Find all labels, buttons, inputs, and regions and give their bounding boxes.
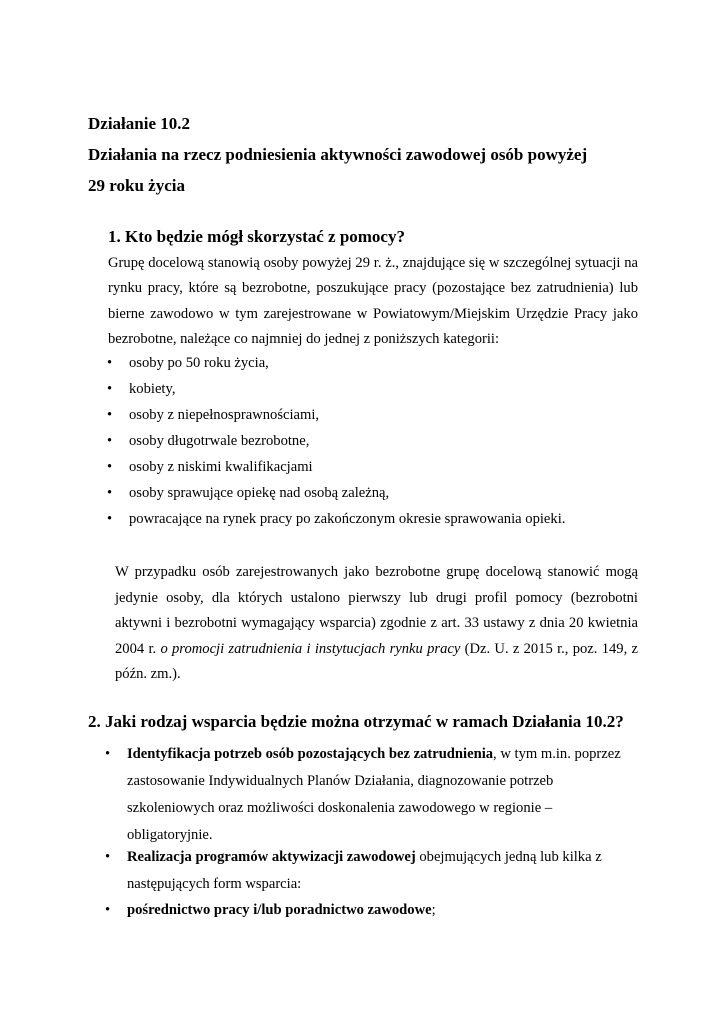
list-item-body [127, 741, 627, 849]
list-item-text: osoby sprawujące opiekę nad osobą zależną, [129, 485, 390, 501]
act-citation: (Dz. U. z 2015 r., poz. 149, z [460, 640, 638, 657]
bullet-icon: • [105, 746, 111, 762]
list-item-text: osoby z niskimi kwalifikacjami [129, 459, 313, 475]
bullet-icon: • [107, 381, 113, 397]
support-form-name: pośrednictwo pracy i/lub poradnictwo zawodowe [127, 902, 432, 918]
note-line: W przypadku osób zarejestrowanych jako bezrobotne grupę docelową stanowić mogą [115, 564, 638, 580]
act-date: 2004 r. [115, 640, 161, 657]
support-form-name: Identyfikacja potrzeb osób pozostających bez zatrudnienia [127, 746, 494, 762]
note-line: aktywni i bezrobotni wymagający wsparcia) zgodnie z art. 33 ustawy z dnia 20 kwietnia [115, 615, 638, 631]
list-item-body [127, 897, 627, 924]
list-item-text: osoby po 50 roku życia, [129, 355, 269, 371]
bullet-icon: • [107, 511, 113, 527]
bullet-icon: • [107, 485, 113, 501]
act-title-italic: o promocji zatrudnienia i instytucjach rynku pracy [160, 640, 461, 657]
action-title-heading: Działania na rzecz podniesienia aktywności zawodowej osób powyżej [88, 145, 588, 164]
support-form-name: Realizacja programów aktywizacji zawodowej [127, 849, 416, 865]
bullet-icon: • [105, 849, 111, 865]
list-item-text: powracające na rynek pracy po zakończonym okresie sprawowania opieki. [129, 511, 566, 527]
note-line: późn. zm.). [115, 666, 181, 682]
list-item-line: następujących form wsparcia: [127, 876, 302, 892]
registered-unemployed-note [115, 560, 638, 688]
list-item-body [127, 844, 627, 898]
list-item-text: kobiety, [129, 381, 176, 397]
bullet-icon: • [107, 433, 113, 449]
paragraph-line: bierne zawodowo w tym zarejestrowane w Powiatowym/Miejskim Urzędzie Pracy jako [108, 305, 638, 322]
section-2-title: 2. Jaki rodzaj wsparcia będzie można otrzymać w ramach Działania 10.2? [88, 712, 624, 731]
target-group-paragraph [108, 251, 638, 353]
list-item-line: szkoleniowych oraz możliwości doskonalenia zawodowego w regionie – [127, 800, 553, 816]
list-item-text: , w tym m.in. poprzez [493, 746, 621, 762]
action-number-heading: Działanie 10.2 [88, 114, 190, 133]
list-item-line: zastosowanie Indywidualnych Planów Działania, diagnozowanie potrzeb [127, 773, 554, 789]
list-item [105, 897, 625, 925]
bullet-icon: • [105, 902, 111, 918]
bullet-icon: • [107, 459, 113, 475]
list-item [105, 844, 625, 900]
paragraph-line: bezrobotne, należące co najmniej do jednej z poniższych kategorii: [108, 331, 500, 348]
list-item-line [127, 897, 627, 924]
action-title-heading-continued: 29 roku życia [88, 176, 185, 195]
note-line-with-act-title [115, 637, 638, 663]
list-item-text: osoby długotrwale bezrobotne, [129, 433, 310, 449]
list-item-text: obejmujących jedną lub kilka z [415, 849, 602, 865]
bullet-icon: • [107, 407, 113, 423]
paragraph-line: rynku pracy, które są bezrobotne, poszukujące pracy (pozostające bez zatrudnienia) lub [108, 280, 638, 297]
list-item-line [127, 741, 627, 768]
note-line: jedynie osoby, dla których ustalono pierwszy lub drugi profil pomocy (bezrobotni [115, 589, 638, 606]
list-item-text: ; [431, 902, 436, 918]
list-item-line [127, 844, 627, 871]
list-item [105, 741, 625, 851]
list-item-text: osoby z niepełnosprawnościami, [129, 407, 320, 423]
paragraph-line: Grupę docelową stanowią osoby powyżej 29 r. ż., znajdujące się w szczególnej sytuacji na [108, 255, 638, 271]
bullet-icon: • [107, 355, 113, 371]
section-1-title: 1. Kto będzie mógł skorzystać z pomocy? [108, 227, 405, 246]
list-item-line: obligatoryjnie. [127, 827, 213, 843]
